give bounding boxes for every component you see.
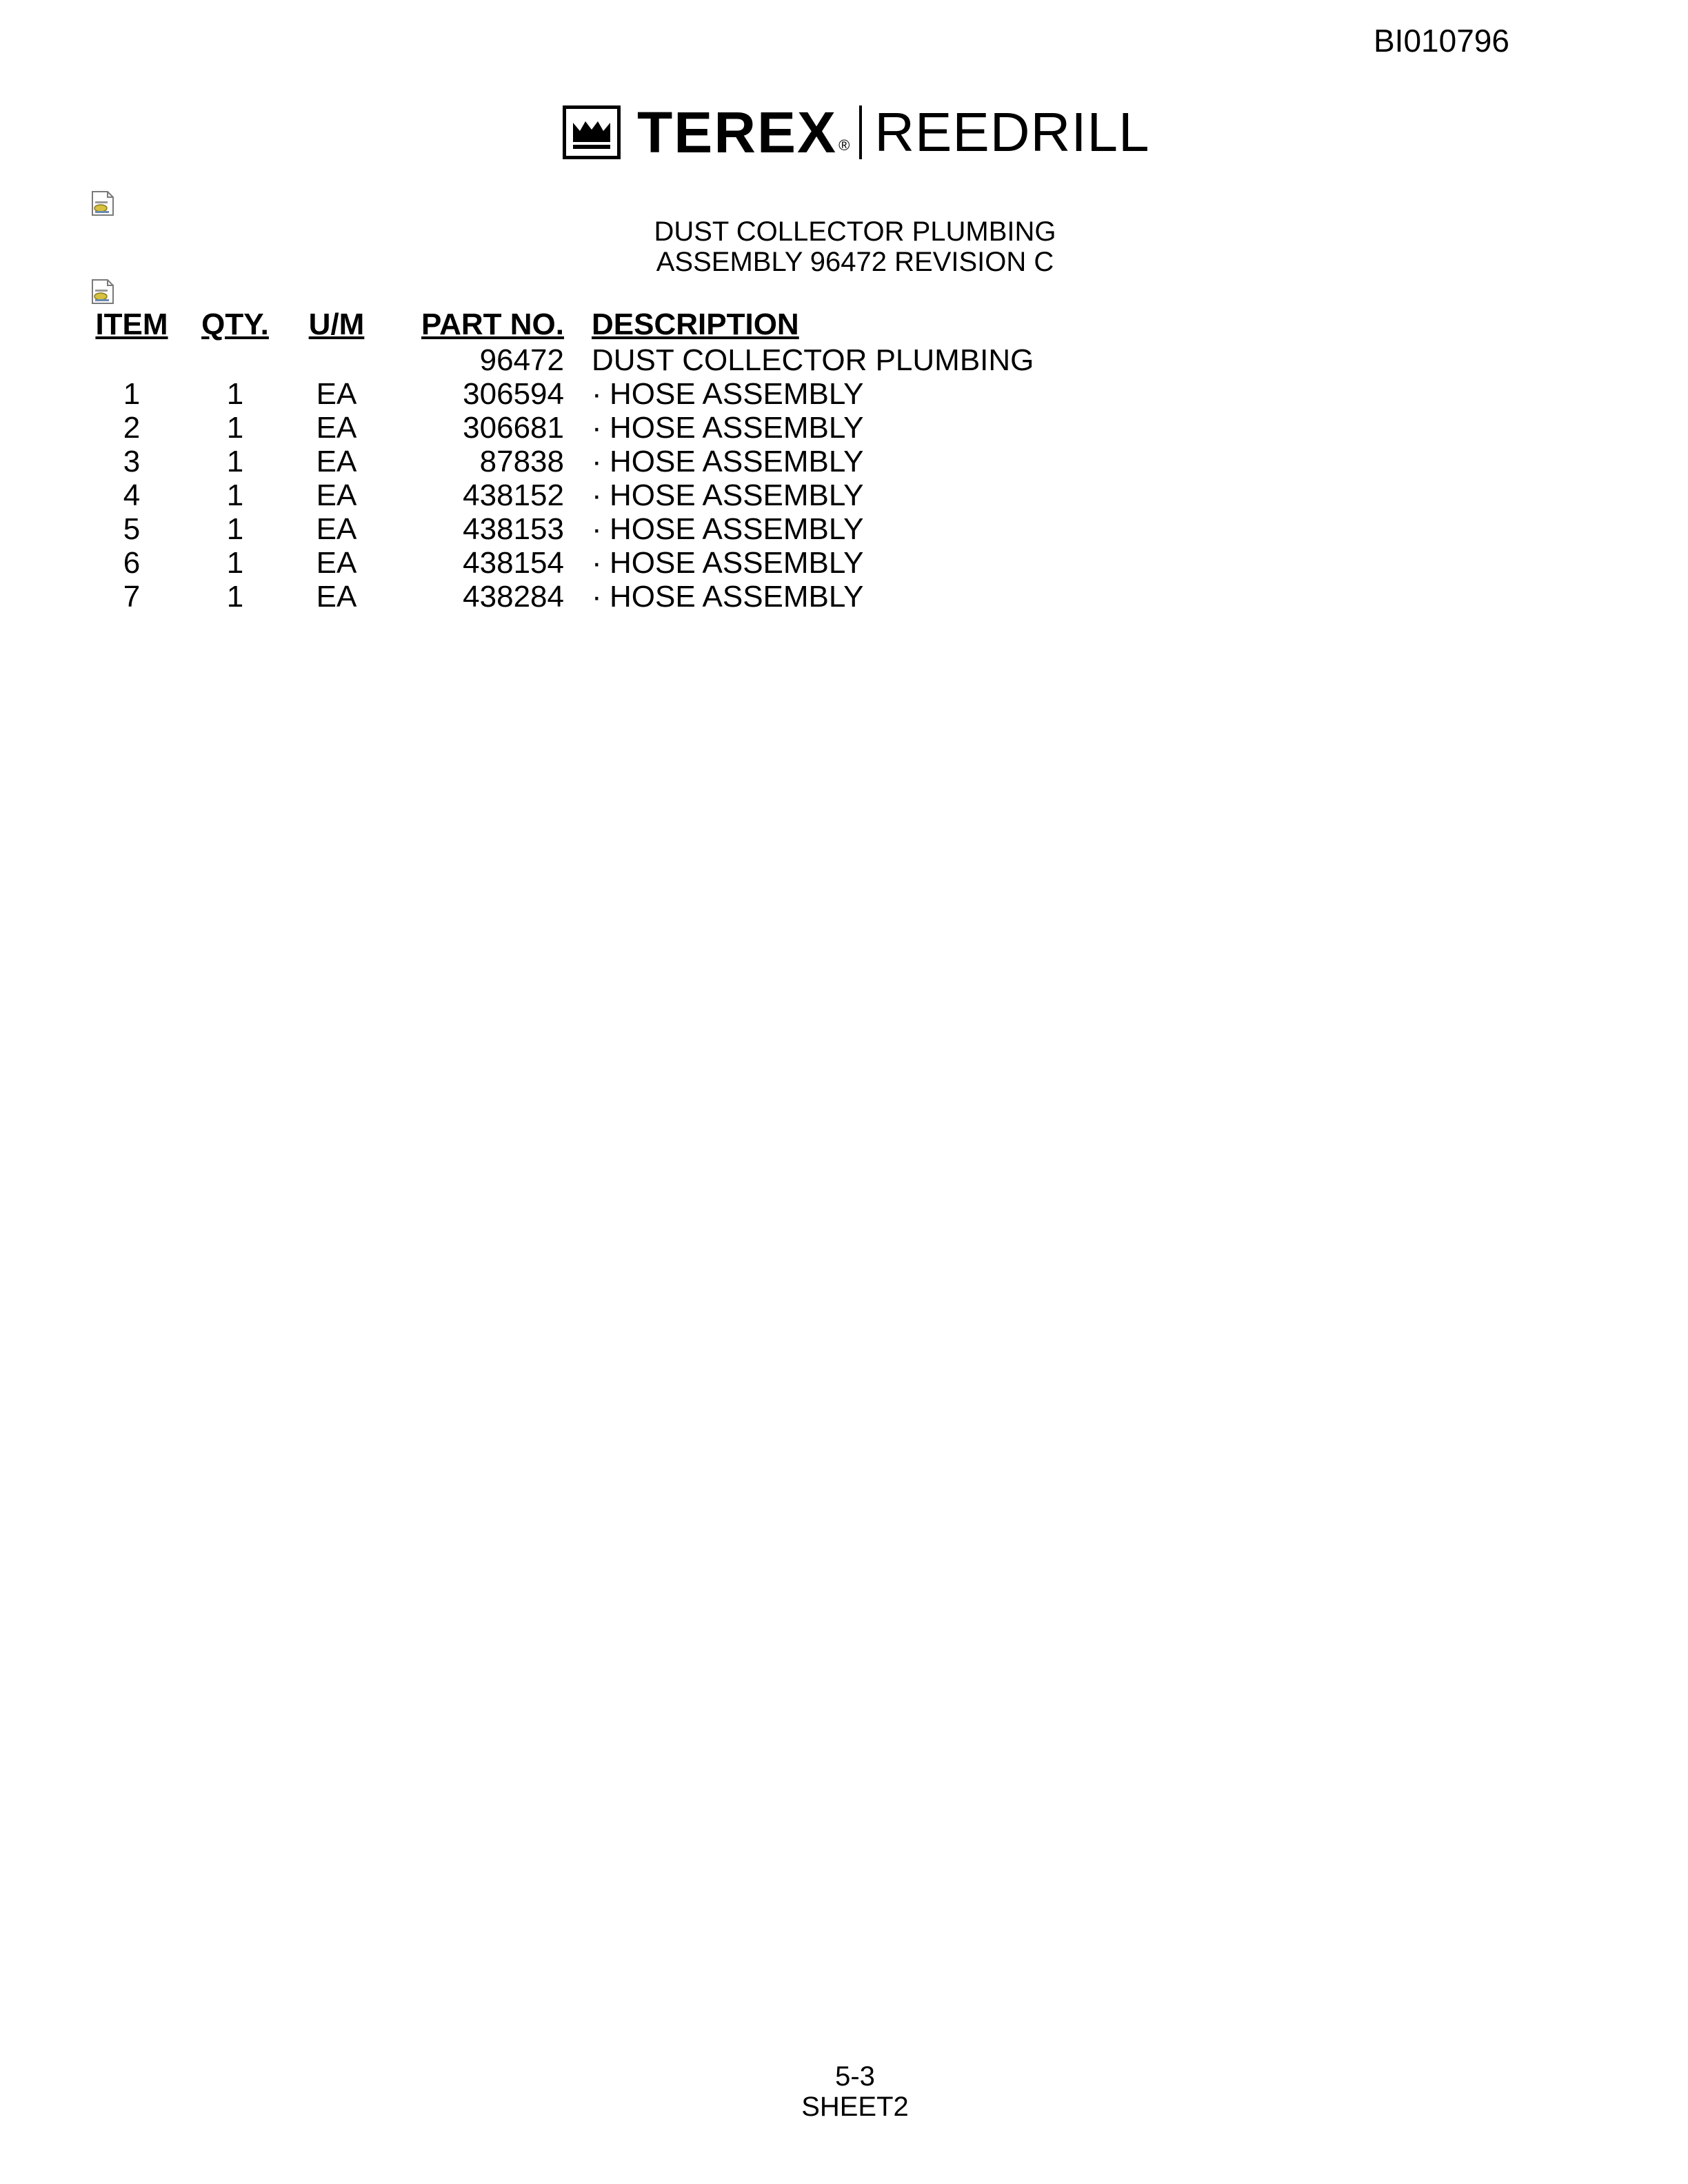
description: HOSE ASSEMBLY xyxy=(610,580,864,614)
logo-divider xyxy=(859,105,862,159)
document-id: BI010796 xyxy=(1374,23,1509,59)
quantity: 1 xyxy=(226,512,244,546)
assembly-row xyxy=(91,343,1034,377)
document-icon[interactable] xyxy=(91,190,114,216)
table-row xyxy=(91,411,1034,445)
description: HOSE ASSEMBLY xyxy=(610,546,864,580)
part-number: 438154 xyxy=(463,546,564,580)
quantity: 1 xyxy=(226,580,244,614)
unit-of-measure: EA xyxy=(316,445,357,478)
table-row xyxy=(91,377,1034,411)
header-item: ITEM xyxy=(95,307,168,341)
unit-of-measure: EA xyxy=(316,411,357,445)
part-number: 306594 xyxy=(463,377,564,411)
bullet-mark: · xyxy=(592,478,602,512)
bullet-mark: · xyxy=(592,512,602,546)
table-row xyxy=(91,478,1034,512)
description: HOSE ASSEMBLY xyxy=(610,445,864,478)
table-row xyxy=(91,445,1034,478)
logo-product: REEDRILL xyxy=(874,101,1150,163)
bullet-mark: · xyxy=(592,445,602,478)
item-number: 2 xyxy=(123,411,141,445)
description: HOSE ASSEMBLY xyxy=(610,478,864,512)
description: HOSE ASSEMBLY xyxy=(610,512,864,546)
bullet-mark: · xyxy=(592,580,602,614)
part-number: 438152 xyxy=(463,478,564,512)
part-number: 87838 xyxy=(479,445,564,478)
item-number: 1 xyxy=(123,377,141,411)
header-qty: QTY. xyxy=(201,307,269,341)
unit-of-measure: EA xyxy=(316,512,357,546)
assembly-part-no: 96472 xyxy=(479,343,564,377)
header-part-no: PART NO. xyxy=(421,307,564,341)
item-number: 3 xyxy=(123,445,141,478)
parts-list-table xyxy=(91,306,1034,614)
header-description: DESCRIPTION xyxy=(592,307,799,341)
assembly-title: DUST COLLECTOR PLUMBING xyxy=(654,216,1056,247)
assembly-description: DUST COLLECTOR PLUMBING xyxy=(592,343,1034,377)
bullet-mark: · xyxy=(592,377,602,411)
description: HOSE ASSEMBLY xyxy=(610,377,864,411)
bullet-mark: · xyxy=(592,546,602,580)
table-row xyxy=(91,546,1034,580)
document-icon[interactable] xyxy=(91,279,114,305)
item-number: 7 xyxy=(123,580,141,614)
quantity: 1 xyxy=(226,546,244,580)
unit-of-measure: EA xyxy=(316,478,357,512)
item-number: 5 xyxy=(123,512,141,546)
quantity: 1 xyxy=(226,377,244,411)
logo-brand: TEREX xyxy=(637,100,838,165)
unit-of-measure: EA xyxy=(316,377,357,411)
quantity: 1 xyxy=(226,411,244,445)
table-row xyxy=(91,580,1034,614)
terex-reedrill-logo xyxy=(563,100,1150,165)
unit-of-measure: EA xyxy=(316,546,357,580)
terex-crown-icon xyxy=(563,105,621,159)
part-number: 306681 xyxy=(463,411,564,445)
header-um: U/M xyxy=(308,307,365,341)
sheet-label: SHEET2 xyxy=(801,2092,909,2122)
quantity: 1 xyxy=(226,478,244,512)
table-header-row xyxy=(91,306,1034,343)
part-number: 438153 xyxy=(463,512,564,546)
quantity: 1 xyxy=(226,445,244,478)
assembly-subtitle: ASSEMBLY 96472 REVISION C xyxy=(656,247,1054,277)
page-number: 5-3 xyxy=(835,2061,875,2092)
part-number: 438284 xyxy=(463,580,564,614)
unit-of-measure: EA xyxy=(316,580,357,614)
bullet-mark: · xyxy=(592,411,602,445)
item-number: 6 xyxy=(123,546,141,580)
description: HOSE ASSEMBLY xyxy=(610,411,864,445)
registered-mark: ® xyxy=(838,136,850,154)
item-number: 4 xyxy=(123,478,141,512)
table-row xyxy=(91,512,1034,546)
